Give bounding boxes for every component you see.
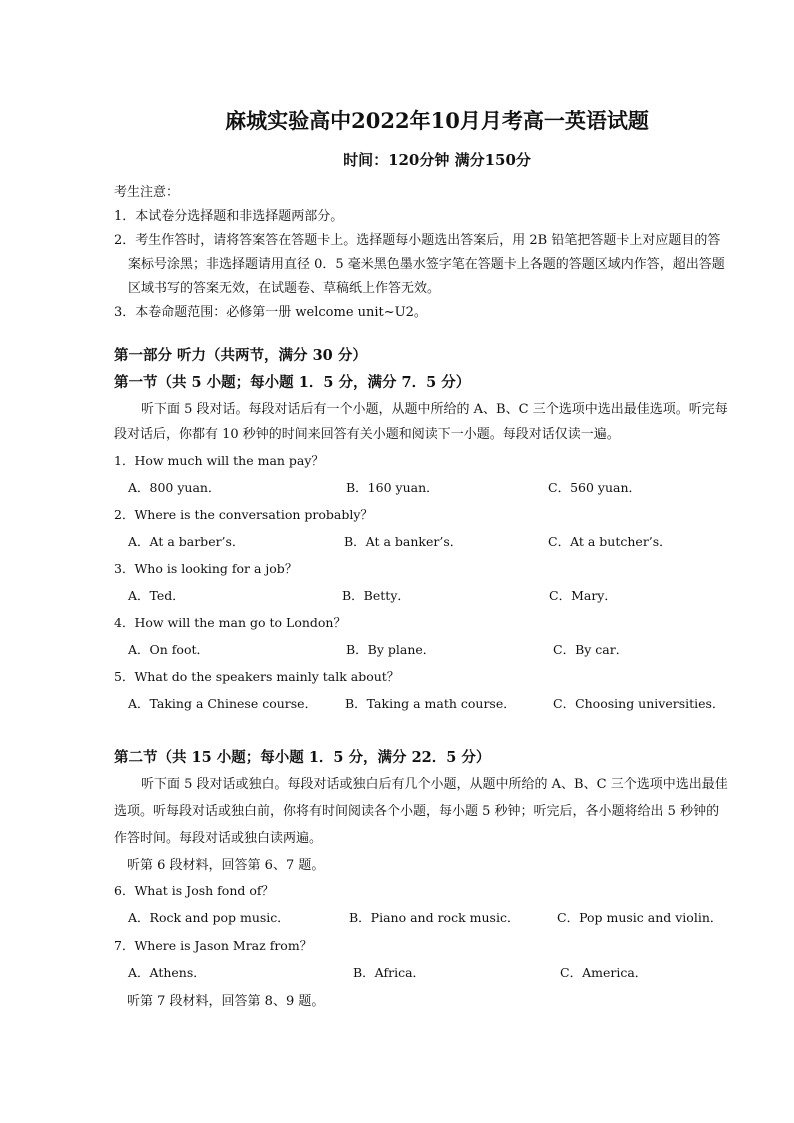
option-b: B．Betty． [342, 588, 410, 603]
option-c: C．America． [560, 965, 648, 980]
option-b: B．Africa． [353, 965, 426, 980]
notice-heading: 考生注意： [114, 185, 180, 200]
option-a: A．Taking a Chinese course． [128, 696, 318, 711]
notice-item-1: 1．本试卷分选择题和非选择题两部分。 [114, 209, 344, 224]
section2-instructions-line: 听下面 5 段对话或独白。每段对话或独白后有几个小题，从题中所给的 A、B、C 三个选项中选出最佳 [141, 777, 728, 792]
section1-heading: 第一节（共 5 小题；每小题 1．5 分，满分 7．5 分） [114, 374, 471, 391]
option-c: C．At a butcher’s． [548, 534, 672, 549]
option-c: C．Mary． [549, 588, 617, 603]
option-c: C．By car． [553, 642, 629, 657]
option-b: B．Piano and rock music． [349, 910, 520, 925]
option-b: B．Taking a math course． [345, 696, 516, 711]
question-7: 7．Where is Jason Mraz from？ [114, 938, 313, 953]
question-6: 6．What is Josh fond of？ [114, 883, 274, 898]
question-3: 3．Who is looking for a job？ [114, 561, 298, 576]
section1-instructions-line: 听下面 5 段对话。每段对话后有一个小题，从题中所给的 A、B、C 三个选项中选出最佳选项。听完每 [141, 402, 728, 417]
option-c: C．Pop music and violin． [557, 910, 723, 925]
option-a: A．On foot． [128, 642, 209, 657]
part1-heading: 第一部分 听力（共两节，满分 30 分） [114, 347, 367, 364]
notice-item-2-cont: 案标号涂黑；非选择题请用直径 0．5 毫米黑色墨水签字笔在答题卡上各题的答题区域内作答，超出答题 [128, 257, 725, 272]
section2-instructions-line: 选项。听每段对话或独白前，你将有时间阅读各个小题，每小题 5 秒钟；听完后，各小题将给出 5 秒钟的 [114, 804, 720, 819]
question-1: 1．How much will the man pay？ [114, 453, 324, 468]
material-note: 听第 7 段材料，回答第 8、9 题。 [127, 994, 325, 1009]
option-b: B．By plane． [346, 642, 436, 657]
option-a: A．Ted． [128, 588, 185, 603]
section1-instructions-line: 段对话后，你都有 10 秒钟的时间来回答有关小题和阅读下一小题。每段对话仅读一遍。 [114, 427, 620, 442]
notice-item-2-cont: 区域书写的答案无效，在试题卷、草稿纸上作答无效。 [128, 281, 441, 296]
material-note: 听第 6 段材料，回答第 6、7 题。 [127, 858, 325, 873]
option-a: A．Athens． [128, 965, 206, 980]
section2-heading: 第二节（共 15 小题；每小题 1．5 分，满分 22．5 分） [114, 749, 491, 766]
option-a: A．Rock and pop music． [128, 910, 290, 925]
notice-item-2: 2．考生作答时，请将答案答在答题卡上。选择题每小题选出答案后，用 2B 铅笔把答题卡上对应题目的答 [114, 233, 721, 248]
page-subtitle: 时间：120分钟 满分150分 [343, 151, 531, 169]
option-a: A．At a barber’s． [128, 534, 245, 549]
page-title: 麻城实验高中2022年10月月考高一英语试题 [225, 108, 649, 133]
option-c: C．Choosing universities． [553, 696, 725, 711]
notice-item-3: 3．本卷命题范围：必修第一册 welcome unit~U2。 [114, 305, 427, 320]
option-c: C．560 yuan． [548, 480, 642, 495]
option-b: B．160 yuan． [346, 480, 439, 495]
question-5: 5．What do the speakers mainly talk about？ [114, 669, 400, 684]
question-2: 2．Where is the conversation probably？ [114, 507, 373, 522]
question-4: 4．How will the man go to London？ [114, 615, 346, 630]
option-a: A．800 yuan． [128, 480, 221, 495]
option-b: B．At a banker’s． [344, 534, 463, 549]
section2-instructions-line: 作答时间。每段对话或独白读两遍。 [114, 831, 323, 846]
